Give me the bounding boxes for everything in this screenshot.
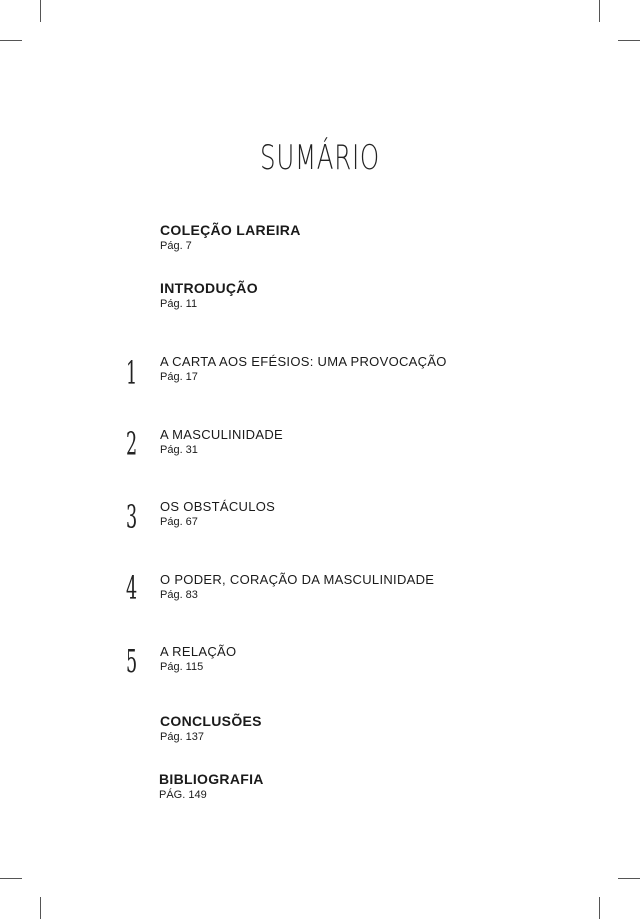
toc-entry-conclusoes bbox=[160, 713, 262, 744]
toc-entry-chapter-4 bbox=[160, 572, 434, 602]
toc-entry-chapter-5 bbox=[160, 644, 236, 674]
chapter-number: 2 bbox=[126, 425, 138, 463]
toc-entry-label: BIBLIOGRAFIA bbox=[159, 771, 264, 787]
toc-entry-label: A RELAÇÃO bbox=[160, 644, 237, 659]
toc-entry-label: A CARTA AOS EFÉSIOS: UMA PROVOCAÇÃO bbox=[160, 354, 447, 369]
chapter-number: 5 bbox=[126, 642, 138, 680]
crop-mark-left-top bbox=[0, 40, 22, 41]
toc-entry-introducao bbox=[160, 280, 258, 311]
chapter-number: 4 bbox=[126, 569, 138, 607]
toc-entry-label: COLEÇÃO LAREIRA bbox=[160, 222, 301, 238]
toc-entry-page: Pág. 31 bbox=[160, 444, 198, 456]
toc-entry-page: Pág. 17 bbox=[160, 371, 198, 383]
toc-entry-label: CONCLUSÕES bbox=[160, 713, 262, 729]
toc-entry-chapter-3 bbox=[160, 499, 275, 529]
toc-entry-page: Pág. 7 bbox=[160, 240, 192, 252]
toc-entry-chapter-1 bbox=[160, 354, 447, 384]
crop-mark-bottom-left bbox=[40, 897, 41, 919]
chapter-number: 1 bbox=[126, 354, 138, 392]
crop-mark-left-bottom bbox=[0, 878, 22, 879]
toc-entry-page: Pág. 83 bbox=[160, 589, 198, 601]
toc-entry-chapter-2 bbox=[160, 427, 283, 457]
crop-mark-bottom-right bbox=[599, 897, 600, 919]
toc-entry-label: A MASCULINIDADE bbox=[160, 427, 283, 442]
chapter-number: 3 bbox=[126, 498, 138, 536]
crop-mark-right-bottom bbox=[618, 878, 640, 879]
toc-entry-bibliografia bbox=[159, 771, 264, 802]
crop-mark-right-top bbox=[618, 40, 640, 41]
toc-entry-colecao bbox=[160, 222, 301, 253]
toc-entry-page: Pág. 67 bbox=[160, 516, 198, 528]
toc-entry-page: Pág. 11 bbox=[160, 298, 198, 310]
toc-entry-page: Pág. 137 bbox=[160, 731, 205, 743]
toc-entry-page: PÁG. 149 bbox=[159, 789, 207, 801]
toc-entry-label: INTRODUÇÃO bbox=[160, 280, 258, 296]
toc-entry-label: OS OBSTÁCULOS bbox=[160, 499, 276, 514]
crop-mark-top-right bbox=[599, 0, 600, 22]
toc-entry-label: O PODER, CORAÇÃO DA MASCULINIDADE bbox=[160, 572, 435, 587]
crop-mark-top-left bbox=[40, 0, 41, 22]
toc-entry-page: Pág. 115 bbox=[160, 661, 204, 673]
page-title: SUMÁRIO bbox=[260, 138, 380, 178]
